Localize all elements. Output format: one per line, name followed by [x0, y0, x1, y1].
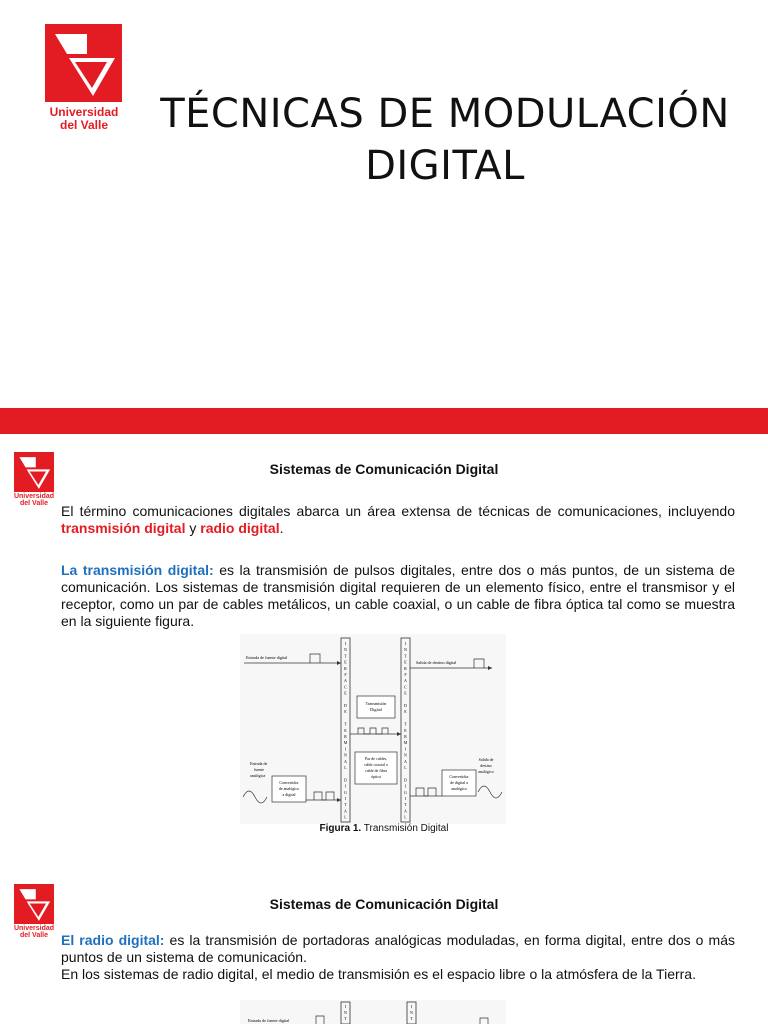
- interface-letter: E: [404, 709, 407, 715]
- svg-text:I: I: [344, 1004, 347, 1009]
- interface-letter: T: [344, 653, 347, 659]
- logo-shield-icon: [45, 24, 122, 102]
- dac-line2: de digital a: [450, 780, 468, 785]
- analog-in-line1: Entrada de: [250, 761, 268, 766]
- digital-transmission-text: es la transmisión de pulsos digitales, entre dos o más puntos, de un sistema de comunicación. Los sistemas de transmisión digital requieren de un elemento físico, entre el transmisor y el receptor, como un par de cables metálicos, un cable coaxial, o un cable de fibra óptica tal como se muestra en la siguiente figura.: [61, 562, 735, 629]
- digital-radio-text: es la transmisión de portadoras analógicas moduladas, en forma digital, entre dos o más puntos de un sistema de comunicación.: [61, 932, 735, 965]
- interface-letter: N: [404, 752, 407, 758]
- logo-text-line2: del Valle: [19, 500, 49, 508]
- intro-text: El término comunicaciones digitales abarca un área extensa de técnicas de comunicaciones, incluyendo: [61, 503, 735, 519]
- label-digital-input: Entrada de fuente digital: [246, 655, 288, 660]
- interface-letter: L: [344, 765, 347, 770]
- interface-letter: D: [344, 777, 347, 783]
- cable-box-line3: cable de fibra: [365, 768, 387, 773]
- adc-line2: de analógico: [278, 786, 300, 791]
- digital-radio-paragraph: [61, 932, 735, 966]
- interface-letter: E: [404, 727, 407, 733]
- dac-line3: analógico: [451, 786, 467, 791]
- interface-letter: T: [404, 802, 407, 808]
- analog-in-line3: analógica: [250, 773, 266, 778]
- interface-letter: T: [404, 653, 407, 659]
- title-line-2: DIGITAL: [365, 143, 525, 189]
- interface-letter: A: [344, 678, 347, 684]
- interface-letter: C: [344, 684, 347, 690]
- intro-paragraph: [61, 503, 735, 537]
- label-digital-input-partial: Entrada de fuente digital: [248, 1018, 290, 1023]
- interface-letter: E: [404, 659, 407, 665]
- interface-letter: D: [404, 777, 407, 783]
- figure-digital-transmission: [240, 634, 506, 824]
- digital-radio-label: El radio digital:: [61, 932, 165, 948]
- slide-title: [140, 88, 750, 192]
- interface-letter: E: [344, 709, 347, 715]
- logo-text-line1: Universidad: [13, 925, 55, 932]
- interface-letter: A: [404, 678, 407, 684]
- digital-transmission-paragraph: [61, 562, 735, 630]
- caption-label: Figura 1.: [319, 823, 362, 834]
- interface-letter: R: [404, 734, 407, 739]
- interface-letter: I: [404, 796, 407, 801]
- interface-letter: F: [404, 672, 407, 677]
- interface-letter: I: [344, 796, 347, 801]
- cable-box-line1: Par de cables,: [364, 756, 388, 761]
- interface-letter: T: [344, 721, 347, 727]
- interface-letter: M: [403, 740, 408, 746]
- adc-line1: Convertidor: [279, 780, 299, 785]
- analog-out-line1: Salida de: [478, 757, 494, 762]
- cable-box-line4: óptica: [371, 774, 381, 779]
- digital-transmission-label: La transmisión digital:: [61, 562, 214, 578]
- interface-letter: E: [344, 727, 347, 733]
- interface-letter: C: [404, 684, 407, 690]
- interface-letter: G: [344, 789, 347, 795]
- interface-letter: F: [344, 672, 347, 677]
- svg-text:T: T: [410, 1016, 413, 1021]
- interface-letter: T: [404, 721, 407, 727]
- slide-heading: Sistemas de Comunicación Digital: [269, 896, 499, 912]
- logo-text-line2: del Valle: [59, 117, 109, 132]
- dac-line1: Convertidor: [449, 774, 469, 779]
- slide-separator-bar: [0, 408, 768, 434]
- caption-text: Transmisión Digital: [361, 823, 449, 834]
- analog-out-line3: analógico: [478, 769, 494, 774]
- interface-letter: R: [404, 665, 407, 671]
- interface-letter: R: [344, 734, 347, 739]
- analog-in-line2: fuente: [254, 767, 264, 772]
- svg-text:N: N: [344, 1010, 347, 1015]
- interface-letter: N: [404, 647, 407, 653]
- svg-text:T: T: [344, 1016, 347, 1021]
- figure-caption: [0, 823, 768, 834]
- logo-text-line2: del Valle: [19, 932, 49, 940]
- interface-letter: D: [344, 703, 347, 708]
- interface-letter: G: [404, 789, 407, 795]
- logo-text-line1: Universidad: [49, 105, 119, 119]
- cable-box-line2: cable coaxial o: [364, 762, 388, 767]
- interface-letter: A: [404, 808, 407, 814]
- connector-text: y: [185, 520, 201, 536]
- period: .: [279, 520, 284, 536]
- interface-letter: M: [343, 740, 348, 746]
- interface-letter: I: [404, 641, 407, 646]
- interface-letter: A: [404, 758, 407, 764]
- interface-letter: I: [344, 783, 347, 789]
- interface-letter: I: [344, 746, 347, 752]
- interface-letter: L: [404, 765, 407, 770]
- interface-letter: L: [404, 814, 407, 820]
- interface-letter: T: [344, 802, 347, 808]
- title-line-1: TÉCNICAS DE MODULACIÓN: [160, 91, 730, 137]
- interface-letter: N: [344, 647, 347, 653]
- interface-letter: E: [344, 690, 347, 696]
- term-transmision-digital: transmisión digital: [61, 520, 186, 536]
- interface-letter: A: [344, 808, 347, 814]
- interface-letter: A: [344, 758, 347, 764]
- label-digital-output: Salida de destino digital: [416, 660, 457, 665]
- interface-letter: L: [344, 814, 347, 820]
- digital-radio-medium-text: En los sistemas de radio digital, el medio de transmisión es el espacio libre o la atmósfera de la Tierra.: [61, 966, 696, 982]
- slide-heading: Sistemas de Comunicación Digital: [269, 461, 499, 477]
- interface-letter: R: [344, 665, 347, 671]
- tx-box-line1: Transmisión: [365, 701, 387, 706]
- interface-letter: N: [344, 752, 347, 758]
- figure-digital-radio-partial: [240, 1000, 506, 1024]
- adc-line3: a digital: [282, 792, 296, 797]
- logo-emblem: [45, 24, 122, 102]
- term-radio-digital: radio digital: [200, 520, 280, 536]
- svg-text:N: N: [410, 1010, 413, 1015]
- interface-letter: E: [404, 690, 407, 696]
- svg-text:I: I: [410, 1004, 413, 1009]
- interface-letter: D: [404, 703, 407, 708]
- logo-text-line1: Universidad: [13, 493, 55, 500]
- interface-letter: I: [344, 641, 347, 646]
- analog-out-line2: destino: [480, 763, 492, 768]
- interface-letter: I: [404, 746, 407, 752]
- interface-letter: I: [404, 783, 407, 789]
- interface-letter: E: [344, 659, 347, 665]
- digital-radio-medium-paragraph: [61, 966, 735, 983]
- tx-box-line2: Digital: [370, 707, 382, 712]
